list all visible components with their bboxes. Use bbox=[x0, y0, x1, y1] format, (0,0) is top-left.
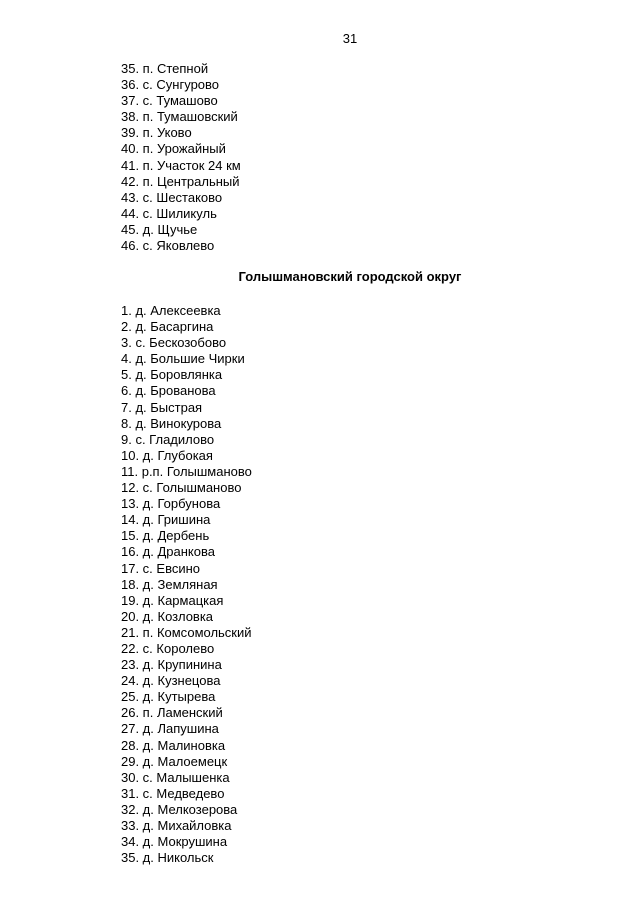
list-item: 20. д. Козловка bbox=[121, 608, 214, 624]
section-heading: Голышмановский городской округ bbox=[238, 269, 462, 284]
list-item: 19. д. Кармацкая bbox=[121, 592, 224, 608]
list-item: 33. д. Михайловка bbox=[121, 818, 232, 833]
list-item: 39. п. Уково bbox=[121, 125, 192, 141]
list-item: 44. с. Шиликуль bbox=[121, 205, 217, 221]
list-item: 25. д. Кутырева bbox=[121, 689, 216, 705]
list-item: 31. с. Медведево bbox=[121, 785, 225, 801]
list-item: 9. с. Гладилово bbox=[121, 431, 215, 447]
list-item: 2. д. Басаргина bbox=[121, 319, 214, 335]
list-item: 7. д. Быстрая bbox=[121, 399, 203, 415]
list-item: 32. д. Мелкозерова bbox=[121, 801, 238, 817]
list-item: 14. д. Гришина bbox=[121, 512, 211, 528]
list-item: 28. д. Малиновка bbox=[121, 737, 226, 753]
list-item: 8. д. Винокурова bbox=[121, 415, 222, 431]
settlement-list-golyshmanovsky bbox=[121, 303, 252, 866]
list-item: 10. д. Глубокая bbox=[121, 447, 213, 463]
list-item: 37. с. Тумашово bbox=[121, 93, 218, 109]
list-item: 38. п. Тумашовский bbox=[121, 109, 238, 125]
page-number: 31 bbox=[342, 31, 358, 46]
list-item: 15. д. Дербень bbox=[121, 528, 210, 544]
list-item: 6. д. Брованова bbox=[121, 383, 216, 399]
list-item: 30. с. Малышенка bbox=[121, 769, 230, 785]
list-item: 11. р.п. Голышманово bbox=[121, 463, 252, 479]
list-item: 42. п. Центральный bbox=[121, 173, 240, 189]
list-item: 1. д. Алексеевка bbox=[121, 303, 221, 318]
list-item: 21. п. Комсомольский bbox=[121, 624, 252, 640]
list-item: 12. с. Голышманово bbox=[121, 480, 242, 496]
list-item: 5. д. Боровлянка bbox=[121, 367, 223, 383]
list-item: 36. с. Сунгурово bbox=[121, 77, 220, 93]
list-item: 34. д. Мокрушина bbox=[121, 834, 228, 850]
list-item: 41. п. Участок 24 км bbox=[121, 157, 241, 173]
list-item: 43. с. Шестаково bbox=[121, 189, 223, 205]
list-item: 46. с. Яковлево bbox=[121, 238, 215, 254]
list-item: 18. д. Земляная bbox=[121, 576, 218, 592]
list-item: 27. д. Лапушина bbox=[121, 721, 219, 737]
list-item: 35. д. Никольск bbox=[121, 850, 214, 866]
list-item: 3. с. Бескозобово bbox=[121, 335, 227, 351]
list-item: 40. п. Урожайный bbox=[121, 141, 226, 157]
list-item: 45. д. Щучье bbox=[121, 221, 198, 237]
list-item: 17. с. Евсино bbox=[121, 560, 201, 576]
list-item: 4. д. Большие Чирки bbox=[121, 351, 245, 367]
list-item: 26. п. Ламенский bbox=[121, 705, 223, 721]
list-item: 24. д. Кузнецова bbox=[121, 673, 221, 689]
list-item: 16. д. Дранкова bbox=[121, 544, 215, 560]
settlement-list-continued bbox=[121, 61, 241, 254]
list-item: 29. д. Малоемецк bbox=[121, 753, 228, 769]
list-item: 13. д. Горбунова bbox=[121, 496, 221, 512]
list-item: 35. п. Степной bbox=[121, 61, 209, 76]
list-item: 23. д. Крупинина bbox=[121, 657, 222, 673]
list-item: 22. с. Королево bbox=[121, 640, 215, 656]
